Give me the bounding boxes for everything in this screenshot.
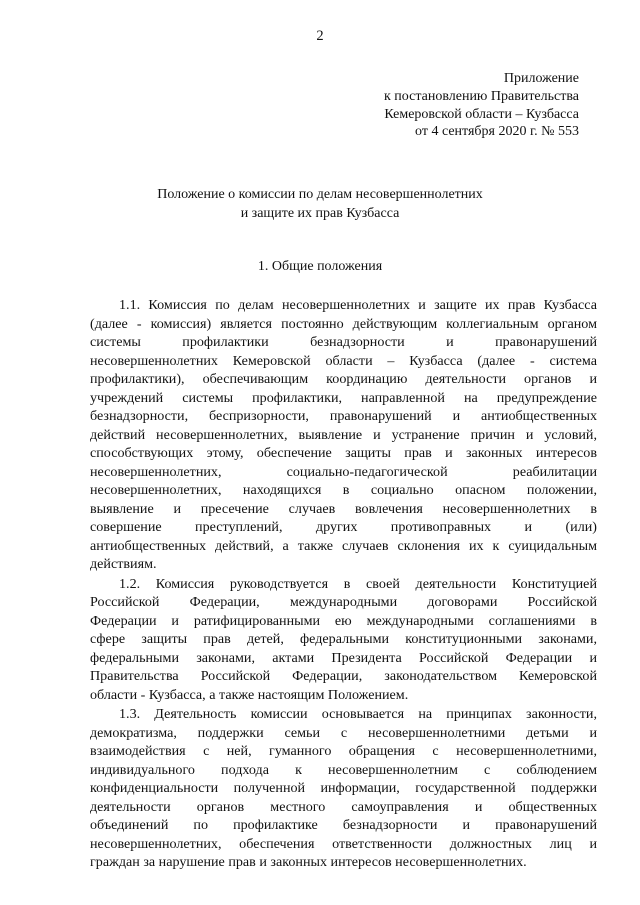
paragraph-line: системы профилактики безнадзорности и правонарушений [90,334,597,350]
title-line: и защите их прав Кузбасса [240,205,400,221]
paragraph-line: несовершеннолетних, находящихся в социально опасном положении, [90,482,597,498]
appendix-block [384,70,579,141]
paragraph-line: взаимодействия с ней, гуманного обращения с несовершеннолетними, [90,743,597,759]
document-title [0,186,640,223]
paragraph-line: способствующих этому, обеспечение защиты прав и законных интересов [90,445,597,461]
paragraph [90,296,597,574]
paragraph-line: Правительства Российской Федерации, законодательством Кемеровской [90,668,597,684]
paragraph-line: 1.1. Комиссия по делам несовершеннолетних и защите их прав Кузбасса [119,297,597,313]
paragraph-line: Федерации и ратифицированными ею международными соглашениями в [90,612,597,629]
appendix-line: от 4 сентября 2020 г. № 553 [415,124,579,140]
paragraph-line: федеральными законами, актами Президента Российской Федерации и [90,649,597,666]
title-line: Положение о комиссии по делам несовершеннолетних [157,187,483,202]
paragraph-line: объединений по профилактике безнадзорности и правонарушений [90,817,597,833]
paragraph-line: выявление и пресечение случаев вовлечения несовершеннолетних в [90,500,597,517]
appendix-line: к постановлению Правительства [383,88,579,104]
paragraph [90,575,597,705]
paragraph-line: несовершеннолетних Кемеровской области – Кузбасса (далее - система [90,352,597,369]
paragraph-line: действиям. [90,556,157,572]
paragraph-line: 1.3. Деятельность комиссии основывается на принципах законности, [119,706,597,722]
section-heading: 1. Общие положения [257,259,383,274]
paragraph-line: конфиденциальности полученной информации, государственной поддержки [90,780,597,796]
paragraph-line: профилактики), обеспечивающим координацию деятельности органов и [90,371,597,387]
paragraph-line: индивидуального подхода к несовершеннолетним с соблюдением [90,761,597,778]
document-body [90,296,597,873]
paragraph-line: учреждений системы профилактики, направленной на предупреждение [90,389,597,406]
appendix-line: Кемеровской области – Кузбасса [384,106,579,122]
appendix-line: Приложение [503,71,579,86]
paragraph-line: Российской Федерации, международными договорами Российской [90,594,597,610]
paragraph [90,705,597,872]
paragraph-line: 1.2. Комиссия руководствуется в своей деятельности Конституцией [119,575,597,592]
paragraph-line: действий несовершеннолетних, выявление и устранение причин и условий, [90,426,597,443]
paragraph-line: демократизма, поддержки семьи с несовершеннолетними детьми и [90,724,597,741]
paragraph-line: граждан за нарушение прав и законных интересов несовершеннолетних. [90,854,527,870]
paragraph-line: антиобщественных действий, а также случаев склонения их к суицидальным [90,537,597,554]
paragraph-line: безнадзорности, беспризорности, правонарушений и антиобщественных [90,408,597,424]
paragraph-line: совершение преступлений, других противоправных и (или) [90,519,597,535]
paragraph-line: области - Кузбасса, а также настоящим Положением. [90,686,409,703]
paragraph-line: несовершеннолетних, обеспечения ответственности должностных лиц и [90,835,597,852]
paragraph-line: несовершеннолетних, социально-педагогической реабилитации [90,463,597,480]
paragraph-line: сфере защиты прав детей, федеральными конституционными законами, [90,631,597,647]
paragraph-line: (далее - комиссия) является постоянно действующим коллегиальным органом [90,315,597,332]
paragraph-line: деятельности органов местного самоуправления и общественных [90,798,597,815]
page-number: 2 [316,28,324,44]
